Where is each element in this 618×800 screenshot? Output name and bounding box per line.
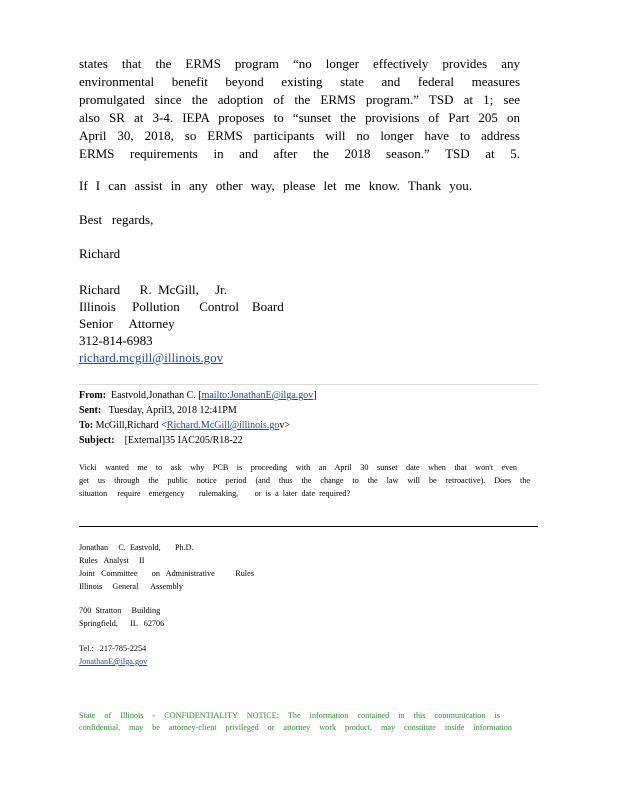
header-divider xyxy=(79,384,538,385)
to-email-link[interactable]: Richard.McGill@illinois.go xyxy=(166,420,280,431)
email-sent-row xyxy=(79,404,237,417)
sender-street: 700 Stratton Building xyxy=(79,606,161,615)
sent-value: Tuesday, April3, 2018 12:41PM xyxy=(108,405,237,416)
body-line: also SR at 3-4. IEPA proposes to “sunset the provisions of Part 205 on xyxy=(79,110,520,125)
forwarded-line: get us through the public notice period (and thus the change to the law will be retroactive). Does the xyxy=(79,476,530,485)
email-from-row xyxy=(79,389,317,402)
forwarded-line: Vicki wanted me to ask why PCB is proceeding with an April 30 sunset date when that won't even xyxy=(79,463,517,472)
subject-label: Subject: xyxy=(79,435,115,446)
signature-name: Richard R. McGill, Jr. xyxy=(79,282,228,297)
confidentiality-notice-line: State of Illinois - CONFIDENTIALITY NOTICE: The information contained in this communication is xyxy=(79,711,500,720)
sender-tel: Tel.: 217-785-2254 xyxy=(79,644,147,653)
body-line: ERMS requirements in and after the 2018 season.” TSD at 5. xyxy=(79,146,520,161)
sender-title: Rules Analyst II xyxy=(79,556,145,565)
forwarded-line: situation require emergency rulemaking, or is a later date required? xyxy=(79,489,351,498)
body-line: states that the ERMS program “no longer effectively provides any xyxy=(79,56,520,71)
closing-assist: If I can assist in any other way, please let me know. Thank you. xyxy=(79,178,472,193)
email-subject-row xyxy=(79,434,243,447)
body-line: April 30, 2018, so ERMS participants will no longer have to address xyxy=(79,128,520,143)
signature-email-link[interactable]: richard.mcgill@illinois.gov xyxy=(79,350,224,365)
from-email-link[interactable]: mailto:JonathanE@ilga.gov xyxy=(201,390,314,401)
signature-phone: 312-814-6983 xyxy=(79,333,153,348)
to-close: v> xyxy=(279,420,290,431)
signature-title: Senior Attorney xyxy=(79,316,175,331)
confidentiality-notice-line: confidential, may be attorney-client privileged or attorney work product, may constitute inside information xyxy=(79,723,512,732)
sender-committee: Joint Committee on Administrative Rules xyxy=(79,569,254,578)
email-to-row xyxy=(79,419,290,432)
signature-org: Illinois Pollution Control Board xyxy=(79,299,284,314)
closing-regards: Best regards, xyxy=(79,212,154,227)
subject-value: [External]35 IAC205/R18-22 xyxy=(124,435,243,446)
sent-label: Sent: xyxy=(79,405,102,416)
body-line: promulgated since the adoption of the ERMS program.” TSD at 1; see xyxy=(79,92,520,107)
from-close: ] xyxy=(313,390,317,401)
body-paragraph xyxy=(79,55,520,163)
body-line: environmental benefit beyond existing state and federal measures xyxy=(79,74,520,89)
sender-city: Springfield, IL 62706 xyxy=(79,619,165,628)
sender-assembly: Illinois General Assembly xyxy=(79,582,183,591)
signature-divider xyxy=(79,526,538,527)
sender-email-link[interactable]: JonathanE@ilga.gov xyxy=(79,657,148,666)
to-label: To: xyxy=(79,420,94,431)
from-value: Eastvold,Jonathan C. [ xyxy=(111,390,202,401)
from-label: From: xyxy=(79,390,107,401)
sender-name: Jonathan C. Eastvold, Ph.D. xyxy=(79,543,194,552)
closing-first-name: Richard xyxy=(79,246,121,261)
to-value: McGill,Richard < xyxy=(95,420,167,431)
